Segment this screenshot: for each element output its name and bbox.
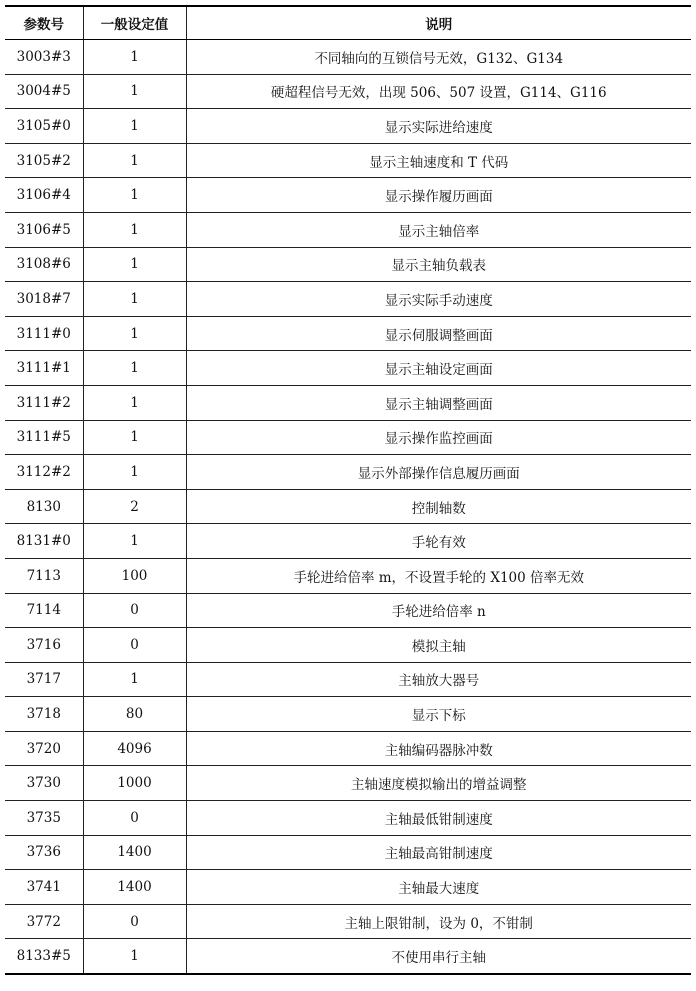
default-value-cell: 1 [83,662,186,697]
param-number-cell: 3106#4 [5,178,83,213]
table-row [5,766,691,801]
table-row [5,351,691,386]
default-value-cell: 1 [83,109,186,144]
table-row [5,282,691,317]
default-value-cell: 1 [83,40,186,75]
default-value-cell: 1 [83,351,186,386]
table-row [5,801,691,836]
default-value-cell: 0 [83,801,186,836]
parameter-table [5,5,691,975]
description-cell: 显示主轴负载表 [186,247,691,282]
table-row [5,212,691,247]
description-cell: 显示主轴调整画面 [186,385,691,420]
table-row [5,109,691,144]
description-cell: 主轴最大速度 [186,870,691,905]
table-row [5,697,691,732]
param-number-cell: 3106#5 [5,212,83,247]
description-cell: 显示主轴设定画面 [186,351,691,386]
description-cell: 显示下标 [186,697,691,732]
table-row [5,178,691,213]
default-value-cell: 80 [83,697,186,732]
default-value-cell: 1 [83,282,186,317]
param-number-cell: 3018#7 [5,282,83,317]
table-row [5,731,691,766]
table-row [5,316,691,351]
table-row [5,662,691,697]
param-number-cell: 3111#5 [5,420,83,455]
description-cell: 模拟主轴 [186,628,691,663]
default-value-cell: 1400 [83,870,186,905]
description-cell: 显示实际手动速度 [186,282,691,317]
default-value-cell: 0 [83,628,186,663]
param-number-cell: 3004#5 [5,74,83,109]
default-value-cell: 1 [83,178,186,213]
default-value-cell: 1 [83,143,186,178]
param-number-cell: 3718 [5,697,83,732]
default-value-cell: 100 [83,558,186,593]
default-value-cell: 1 [83,455,186,490]
param-number-cell: 3772 [5,904,83,939]
table-row [5,40,691,75]
param-number-cell: 8133#5 [16,948,71,965]
param-number-cell: 3736 [5,835,83,870]
param-number-cell: 7114 [5,593,83,628]
default-value-cell: 1 [83,420,186,455]
default-value-cell: 4096 [83,731,186,766]
param-number-cell: 3716 [5,628,83,663]
table-row [5,420,691,455]
description-cell: 显示实际进给速度 [186,109,691,144]
default-value-cell: 1 [83,385,186,420]
description-cell: 不同轴向的互锁信号无效，G132、G134 [186,40,691,75]
table-header-row [5,6,691,40]
description-cell: 显示操作履历画面 [186,178,691,213]
table-row [5,489,691,524]
param-number-cell: 3730 [5,766,83,801]
table-body [5,40,691,975]
param-number-cell: 8130 [5,489,83,524]
table-row [5,904,691,939]
param-number-cell: 3105#0 [5,109,83,144]
description-cell: 主轴编码器脉冲数 [186,731,691,766]
description-cell: 手轮有效 [186,524,691,559]
param-number-cell: 3717 [5,662,83,697]
description-cell: 控制轴数 [186,489,691,524]
table-row [5,628,691,663]
description-cell: 显示外部操作信息履历画面 [186,455,691,490]
param-number-cell: 3112#2 [5,455,83,490]
description-cell: 主轴放大器号 [186,662,691,697]
table-row [5,455,691,490]
description-cell: 显示伺服调整画面 [186,316,691,351]
param-number-cell: 3735 [5,801,83,836]
default-value-cell: 1400 [83,835,186,870]
description-cell: 手轮进给倍率 n [186,593,691,628]
description-cell: 硬超程信号无效，出现 506、507 设置，G114、G116 [186,74,691,109]
default-value-cell: 1 [83,74,186,109]
table-row [5,74,691,109]
description-cell: 主轴速度模拟输出的增益调整 [186,766,691,801]
param-number-cell: 3741 [5,870,83,905]
description-cell: 显示操作监控画面 [186,420,691,455]
header-default-value: 一般设定值 [83,6,186,40]
default-value-cell: 1000 [83,766,186,801]
table-row [5,870,691,905]
default-value-cell: 1 [83,524,186,559]
table-row [5,143,691,178]
description-cell: 主轴上限钳制，设为 0，不钳制 [186,904,691,939]
description-cell: 不使用串行主轴 [186,939,691,974]
table-row [5,558,691,593]
table-row [5,524,691,559]
header-param-number: 参数号 [5,6,83,40]
table-row [5,939,691,974]
description-cell: 显示主轴倍率 [186,212,691,247]
description-cell: 主轴最高钳制速度 [186,835,691,870]
default-value-cell: 2 [83,489,186,524]
header-description: 说明 [186,6,691,40]
table-row [5,593,691,628]
param-number-cell: 3108#6 [5,247,83,282]
default-value-cell: 1 [83,939,186,974]
description-cell: 手轮进给倍率 m，不设置手轮的 X100 倍率无效 [186,558,691,593]
default-value-cell: 1 [83,212,186,247]
param-number-cell: 8131#0 [5,524,83,559]
param-number-cell: 3003#3 [5,40,83,75]
default-value-cell: 0 [83,904,186,939]
default-value-cell: 0 [83,593,186,628]
param-number-cell: 3105#2 [5,143,83,178]
default-value-cell: 1 [83,316,186,351]
default-value-cell: 1 [83,247,186,282]
param-number-cell: 7113 [5,558,83,593]
param-number-cell: 3720 [5,731,83,766]
description-cell: 显示主轴速度和 T 代码 [186,143,691,178]
table-row [5,835,691,870]
param-number-cell: 3111#2 [5,385,83,420]
param-number-cell: 3111#1 [5,351,83,386]
table-row [5,385,691,420]
table-row [5,247,691,282]
description-cell: 主轴最低钳制速度 [186,801,691,836]
param-number-cell: 3111#0 [5,316,83,351]
